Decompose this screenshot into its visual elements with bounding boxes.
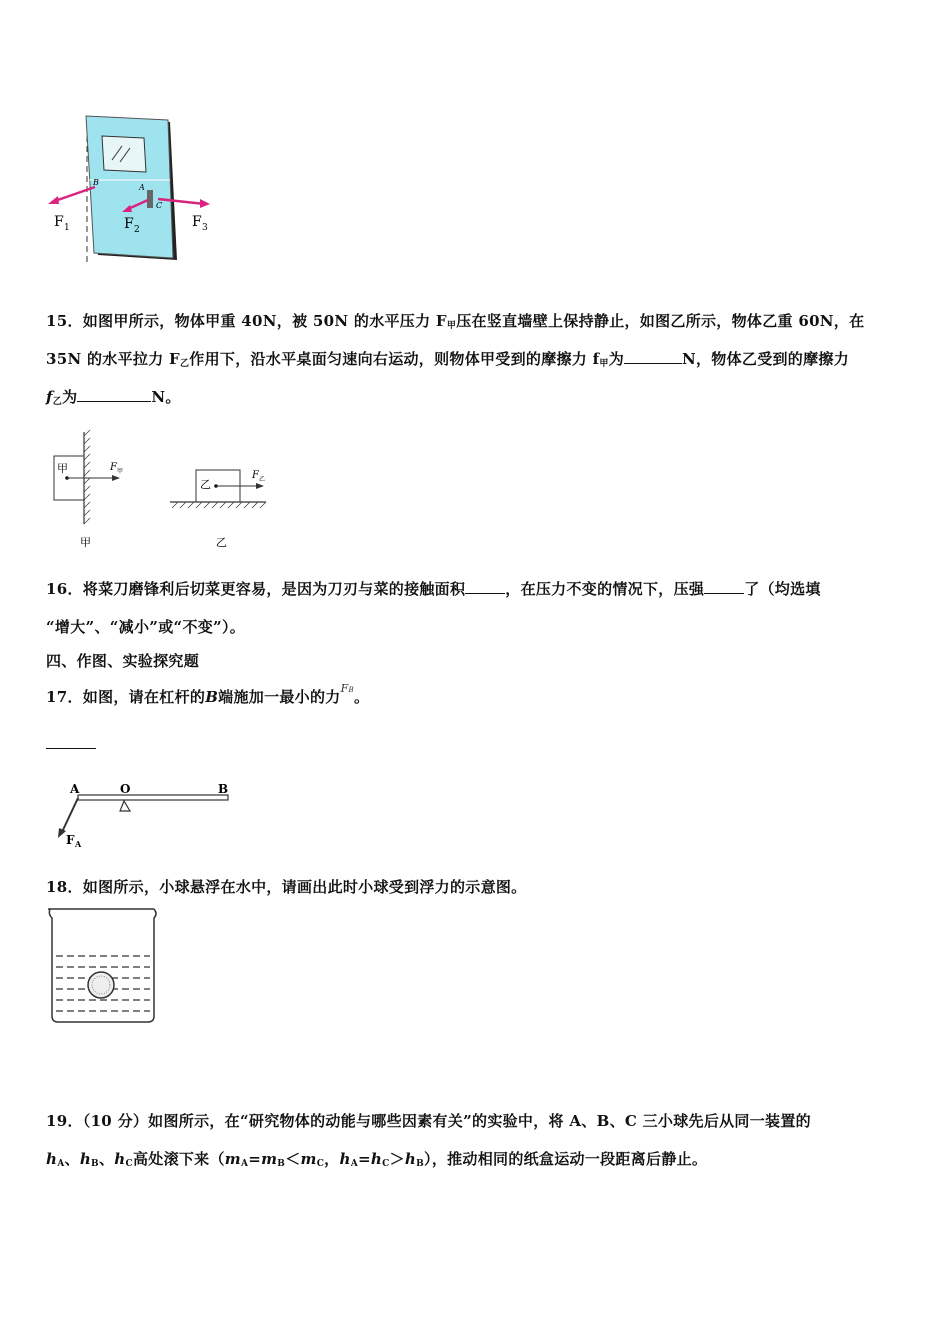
q15-figure	[46, 428, 286, 552]
q15-line-2: 35N 的水平拉力 $F_乙$作用下，沿水平桌面匀速向右运动，则物体甲受到的摩擦力 $f_甲$为 N，物体乙受到的摩擦力	[46, 350, 850, 369]
lever-fa-label: F	[66, 833, 75, 847]
q16-line-2: “增大”、“减小”或“不变”）。	[46, 618, 246, 636]
lever-fa-sub: A	[75, 839, 82, 849]
q16-answer-blank-2[interactable]	[704, 579, 744, 594]
q19-line-2: $h_A$、$h_B$、$h_C$高处滚下来（$m_A=m_B<m_C$，$h_A=h_C>h_B$），推动相同的纸盒运动一段距离后静止。	[46, 1150, 708, 1169]
point-c-label: C	[156, 201, 163, 210]
jia-caption: 甲	[80, 536, 91, 549]
f3-sub: 3	[202, 223, 208, 233]
yi-caption: 乙	[216, 536, 227, 549]
q15-line-3: $f_乙$为 N。	[46, 388, 181, 407]
f1-label: F	[54, 214, 64, 230]
q15-answer-blank-2[interactable]	[77, 387, 151, 402]
yi-force-sub: 乙	[259, 476, 266, 483]
q16-line-1: 16．将菜刀磨锋利后切菜更容易，是因为刀刃与菜的接触面积 ，在压力不变的情况下，压强 了（均选填	[46, 580, 821, 598]
jia-box-label: 甲	[57, 462, 68, 475]
jia-force-sub: 甲	[117, 468, 124, 475]
door-figure	[40, 110, 230, 270]
f1-sub: 1	[64, 223, 70, 233]
lever-figure	[46, 780, 246, 852]
beaker-figure	[42, 904, 162, 1028]
f2-sub: 2	[134, 225, 140, 235]
q18-text: 18．如图所示，小球悬浮在水中，请画出此时小球受到浮力的示意图。	[46, 878, 527, 896]
yi-box-label: 乙	[200, 478, 211, 491]
lever-a-label: A	[70, 782, 80, 796]
f3-label: F	[192, 214, 202, 230]
q16-answer-blank-1[interactable]	[465, 579, 505, 594]
point-b-label: B	[93, 178, 99, 187]
lever-b-label: B	[218, 782, 229, 796]
section-4-title: 四、作图、实验探究题	[46, 652, 200, 670]
jia-force-label: F	[110, 462, 117, 473]
q15-line-1: 15．如图甲所示，物体甲重 40N，被 50N 的水平压力 $F_甲$压在竖直墙壁上保持静止，如图乙所示，物体乙重 60N，在	[46, 312, 865, 331]
q17-text: 17．如图，请在杠杆的B端施加一最小的力FB。	[46, 682, 370, 706]
f2-label: F	[124, 216, 134, 232]
q19-line-1: 19．（10 分）如图所示，在“研究物体的动能与哪些因素有关”的实验中，将 A、B、C 三小球先后从同一装置的	[46, 1112, 811, 1130]
point-a-label: A	[139, 183, 145, 192]
q17-answer-blank[interactable]	[46, 748, 96, 749]
lever-o-label: O	[120, 782, 131, 796]
q15-answer-blank-1[interactable]	[624, 349, 682, 364]
yi-force-label: F	[252, 470, 259, 481]
